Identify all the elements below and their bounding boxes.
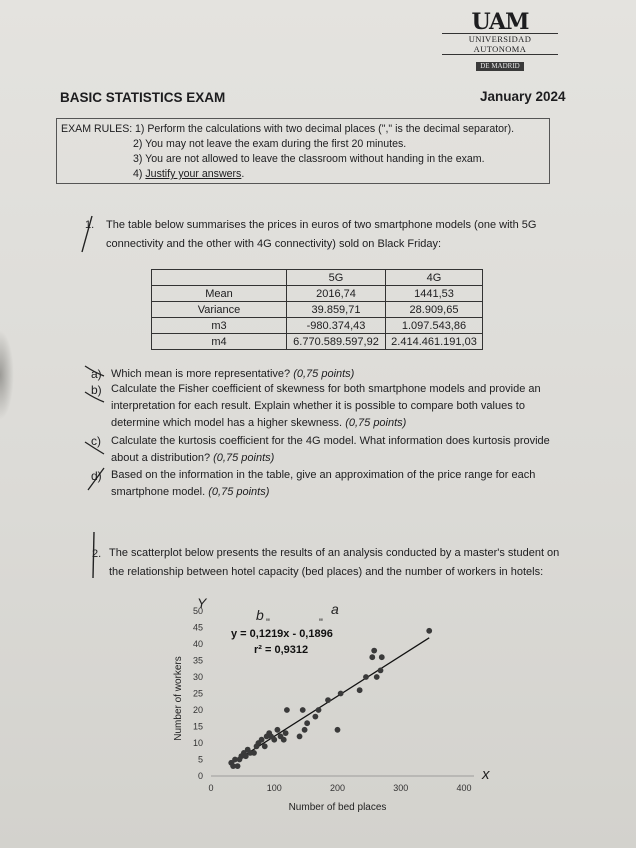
subq-c-line1: Calculate the kurtosis coefficient for the 4G model. What information does kurtosis provide	[111, 435, 550, 447]
y-tick-label: 10	[192, 738, 203, 748]
table-cell: -980.374,43	[287, 318, 386, 334]
rule-2: 2) You may not leave the exam during the first 20 minutes.	[133, 138, 407, 150]
y-tick-label: 20	[192, 705, 203, 715]
data-point	[374, 674, 380, 680]
y-tick-label: 25	[192, 688, 203, 699]
subq-d-line2: smartphone model.	[111, 486, 206, 498]
q1-text-line2: connectivity and the other with 4G connectivity) sold on Black Friday:	[106, 238, 442, 250]
table-cell: 1441,53	[386, 286, 483, 302]
q2-text-line1: The scatterplot below presents the results of an analysis conducted by a master's student on	[109, 547, 560, 559]
q1-number: 1.	[85, 219, 95, 231]
subq-c-label: c)	[91, 434, 101, 448]
table-row	[152, 318, 483, 334]
handwritten-y: Y	[197, 596, 207, 611]
x-tick-label: 0	[208, 783, 214, 793]
data-point	[369, 654, 375, 660]
subq-a-points: (0,75 points)	[293, 368, 355, 380]
data-point	[275, 727, 281, 733]
data-point	[262, 743, 268, 749]
y-tick-label: 35	[192, 655, 203, 666]
subq-d-line1: Based on the information in the table, give an approximation of the price range for each	[111, 469, 536, 481]
data-point	[235, 763, 241, 769]
handwritten-x: x	[482, 766, 490, 783]
rule-1: 1) Perform the calculations with two decimal places ("," is the decimal separator).	[135, 123, 515, 135]
data-point	[363, 674, 369, 680]
data-point	[283, 730, 289, 736]
data-point	[251, 750, 257, 756]
logo-mark: UAM	[471, 9, 529, 35]
data-point	[426, 628, 432, 634]
data-point	[259, 737, 265, 743]
trendline-equation: y = 0,1219x - 0,1896	[231, 628, 333, 640]
table-cell: m4	[152, 334, 287, 350]
r-squared-label: r² = 0,9312	[254, 644, 309, 656]
y-tick-label: 50	[192, 606, 203, 616]
scatterplot	[164, 596, 504, 818]
rule-4-end: .	[241, 168, 245, 180]
data-point	[312, 714, 318, 720]
subq-d	[111, 467, 576, 501]
y-tick-label: 45	[192, 622, 203, 633]
rules-label: EXAM RULES:	[61, 123, 133, 135]
q2-number: 2.	[92, 548, 102, 560]
table-cell: 6.770.589.597,92	[287, 334, 386, 350]
subq-c-line2: about a distribution?	[111, 452, 211, 464]
subq-b	[111, 381, 576, 432]
handwritten-ditto: "	[319, 617, 323, 629]
data-point	[304, 720, 310, 726]
data-point	[371, 648, 377, 654]
q1-check-mark	[78, 214, 94, 254]
handwritten-ditto: "	[266, 617, 270, 629]
y-tick-label: 15	[192, 721, 203, 732]
subq-a-text: Which mean is more representative?	[111, 368, 291, 380]
x-axis-label: Number of bed places	[288, 802, 387, 813]
data-point	[335, 727, 341, 733]
subq-d-points: (0,75 points)	[208, 486, 270, 498]
table-cell: m3	[152, 318, 287, 334]
rule-4-number: 4)	[133, 168, 146, 180]
subq-b-points: (0,75 points)	[345, 417, 407, 429]
x-tick-label: 300	[393, 783, 409, 793]
y-tick-label: 5	[197, 754, 203, 765]
logo-line2: DE MADRID	[476, 62, 523, 71]
rule-4-underlined: Justify your answers	[145, 168, 242, 180]
y-tick-label: 0	[197, 771, 203, 781]
binding-shadow	[0, 330, 14, 420]
exam-title: BASIC STATISTICS EXAM	[60, 90, 226, 105]
exam-date: January 2024	[480, 89, 566, 104]
subq-b-line2: interpretation for each result. Explain whether it is possible to compare both values to	[111, 400, 525, 412]
table-cell: 2016,74	[287, 286, 386, 302]
table-cell: 2.414.461.191,03	[386, 334, 483, 350]
table-row	[152, 334, 483, 350]
subq-c-points: (0,75 points)	[213, 452, 275, 464]
data-point	[302, 727, 308, 733]
y-tick-label: 30	[192, 672, 203, 682]
subq-b-line3: determine which model has a higher skewness.	[111, 417, 343, 429]
x-tick-label: 100	[266, 783, 282, 793]
data-point	[325, 697, 331, 703]
data-point	[300, 707, 306, 713]
table-cell: Mean	[152, 286, 287, 302]
rule-4	[133, 167, 244, 181]
data-point	[378, 668, 384, 674]
table-cell: 39.859,71	[287, 302, 386, 318]
subq-d-label: d)	[91, 469, 102, 483]
table-row	[152, 286, 483, 302]
subq-b-line1: Calculate the Fisher coefficient of skewness for both smartphone models and provide an	[111, 383, 541, 395]
table-header-cell: 5G	[287, 270, 386, 286]
y-axis-label: Number of workers	[173, 656, 184, 741]
logo-line1: UNIVERSIDAD AUTONOMA	[442, 33, 558, 55]
handwritten-a: a	[331, 601, 339, 617]
data-point	[284, 707, 290, 713]
data-point	[316, 707, 322, 713]
q2-text-line2: the relationship between hotel capacity (bed places) and the number of workers in hotels:	[109, 566, 544, 578]
scatterplot-svg	[164, 596, 504, 818]
data-point	[281, 737, 287, 743]
exam-rules-box	[56, 118, 550, 184]
table-cell: 28.909,65	[386, 302, 483, 318]
university-logo	[442, 9, 558, 70]
prices-table	[151, 269, 483, 350]
y-tick-label: 40	[192, 639, 203, 649]
x-tick-label: 400	[456, 783, 472, 793]
handwritten-b: b	[256, 607, 264, 623]
table-cell: 1.097.543,86	[386, 318, 483, 334]
data-point	[357, 687, 363, 693]
subq-a-label: a)	[91, 367, 102, 381]
data-point	[271, 737, 277, 743]
x-tick-label: 200	[329, 783, 346, 793]
data-point	[379, 654, 385, 660]
table-row	[152, 302, 483, 318]
table-header-cell	[152, 270, 287, 286]
rule-3: 3) You are not allowed to leave the classroom without handing in the exam.	[133, 153, 485, 165]
data-point	[297, 734, 303, 740]
table-header-cell: 4G	[386, 270, 483, 286]
subq-c	[111, 433, 576, 467]
table-header-row	[152, 270, 483, 286]
data-point	[338, 691, 344, 697]
q1-text-line1: The table below summarises the prices in euros of two smartphone models (one with 5G	[106, 219, 537, 231]
subq-b-label: b)	[91, 383, 102, 397]
table-cell: Variance	[152, 302, 287, 318]
